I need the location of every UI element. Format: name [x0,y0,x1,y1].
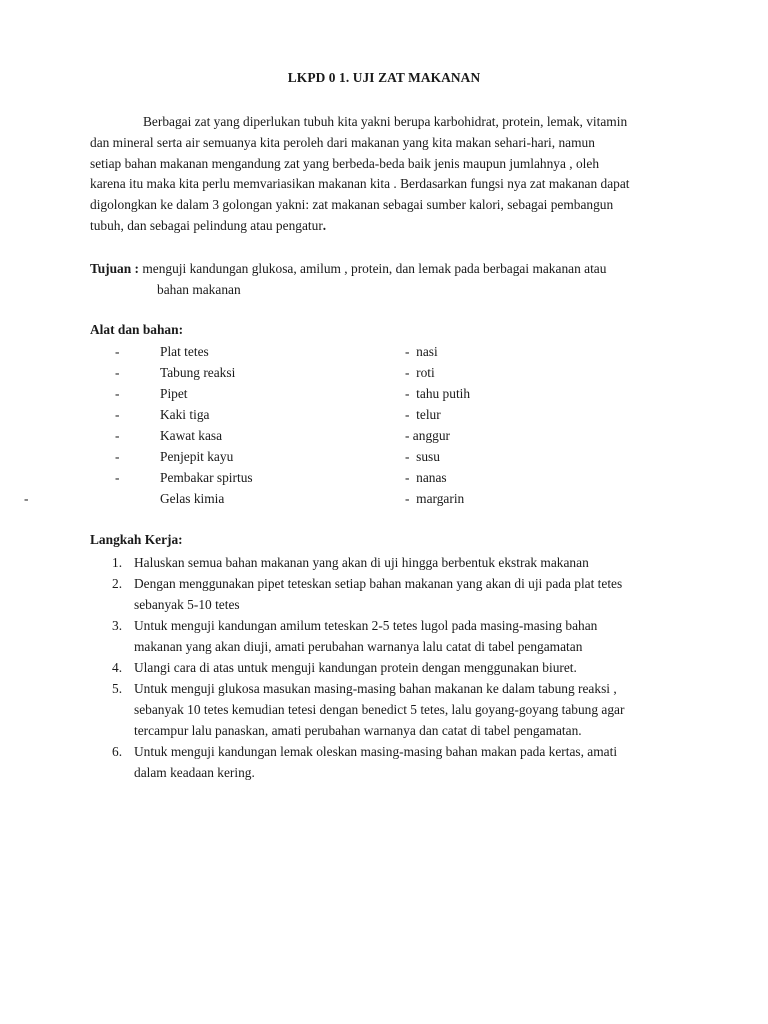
list-dash: - [115,449,120,464]
food-item: - telur [405,407,441,422]
intro-line: setiap bahan makanan mengandung zat yang berbeda-beda baik jenis maupun jumlahnya , oleh [90,155,600,171]
step-text: Untuk menguji kandungan amilum teteskan 2-5 tetes lugol pada masing-masing bahan [134,618,598,633]
list-dash: - [115,470,120,485]
list-dash: - [115,386,120,401]
intro-paragraph [90,112,700,237]
step-item [90,678,710,741]
step-text: tercampur lalu panaskan, amati perubahan warnanya dan catat di tabel pengamatan. [134,723,582,738]
tools-row [0,470,768,491]
step-text: Dengan menggunakan pipet teteskan setiap bahan makanan yang akan di uji pada plat tetes [134,576,623,591]
tool-item: Pembakar spirtus [160,470,253,485]
tools-row [0,344,768,365]
step-text: Untuk menguji kandungan lemak oleskan masing-masing bahan makan pada kertas, amati [134,744,618,759]
intro-line: dan mineral serta air semuanya kita peroleh dari makanan yang kita makan sehari-hari, namun [90,134,595,150]
food-item: - nanas [405,470,447,485]
step-item [90,573,710,615]
food-item: - roti [405,365,435,380]
purpose-label: Tujuan : [90,261,140,276]
list-dash: - [115,344,120,359]
tool-item: Kaki tiga [160,407,210,422]
intro-end-period: . [322,217,327,233]
tools-row [0,491,768,512]
tool-item: Penjepit kayu [160,449,234,464]
list-dash: - [115,407,120,422]
step-item [90,615,710,657]
step-number: 3. [112,618,123,633]
step-number: 2. [112,576,123,591]
intro-line: karena itu maka kita perlu memvariasikan makanan kita . Berdasarkan fungsi nya zat makanan dapat [90,176,630,192]
step-text: sebanyak 10 tetes kemudian tetesi dengan benedict 5 tetes, lalu goyang-goyang tabung agar [134,702,625,717]
tools-row [0,428,768,449]
step-number: 1. [112,555,123,570]
step-text: sebanyak 5-10 tetes [134,597,240,612]
tools-row [0,449,768,470]
tools-row [0,386,768,407]
food-item: - anggur [405,428,450,443]
intro-line: digolongkan ke dalam 3 golongan yakni: zat makanan sebagai sumber kalori, sebagai pembangun [90,197,614,213]
intro-line-text: tubuh, dan sebagai pelindung atau pengatur [90,217,323,233]
step-item [90,741,710,783]
intro-line-last [90,216,700,237]
food-item: - margarin [405,491,465,506]
step-number: 6. [112,744,123,759]
tools-heading: Alat dan bahan: [90,322,184,337]
list-dash: - [24,491,29,506]
step-text: Untuk menguji glukosa masukan masing-masing bahan makanan ke dalam tabung reaksi , [134,681,617,696]
tool-item: Plat tetes [160,344,209,359]
document-title: LKPD 0 1. UJI ZAT MAKANAN [287,70,481,85]
steps-heading: Langkah Kerja: [90,532,183,547]
step-number: 4. [112,660,123,675]
steps-list [90,552,710,783]
purpose-text: menguji kandungan glukosa, amilum , protein, dan lemak pada berbagai makanan atau [139,261,607,276]
tools-row [0,365,768,386]
step-item [90,657,710,678]
tool-item: Gelas kimia [160,491,225,506]
step-text: Haluskan semua bahan makanan yang akan di uji hingga berbentuk ekstrak makanan [134,555,589,570]
list-dash: - [115,365,120,380]
step-number: 5. [112,681,123,696]
purpose-section [90,259,606,301]
food-item: - nasi [405,344,438,359]
step-text: dalam keadaan kering. [134,765,255,780]
tool-item: Tabung reaksi [160,365,236,380]
purpose-text-cont: bahan makanan [157,281,241,297]
food-item: - tahu putih [405,386,471,401]
step-text: makanan yang akan diuji, amati perubahan warnanya lalu catat di tabel pengamatan [134,639,583,654]
tools-row [0,407,768,428]
tool-item: Pipet [160,386,188,401]
list-dash: - [115,428,120,443]
tool-item: Kawat kasa [160,428,223,443]
step-text: Ulangi cara di atas untuk menguji kandungan protein dengan menggunakan biuret. [134,660,577,675]
food-item: - susu [405,449,440,464]
step-item [90,552,710,573]
intro-line: Berbagai zat yang diperlukan tubuh kita yakni berupa karbohidrat, protein, lemak, vitamin [143,114,628,129]
